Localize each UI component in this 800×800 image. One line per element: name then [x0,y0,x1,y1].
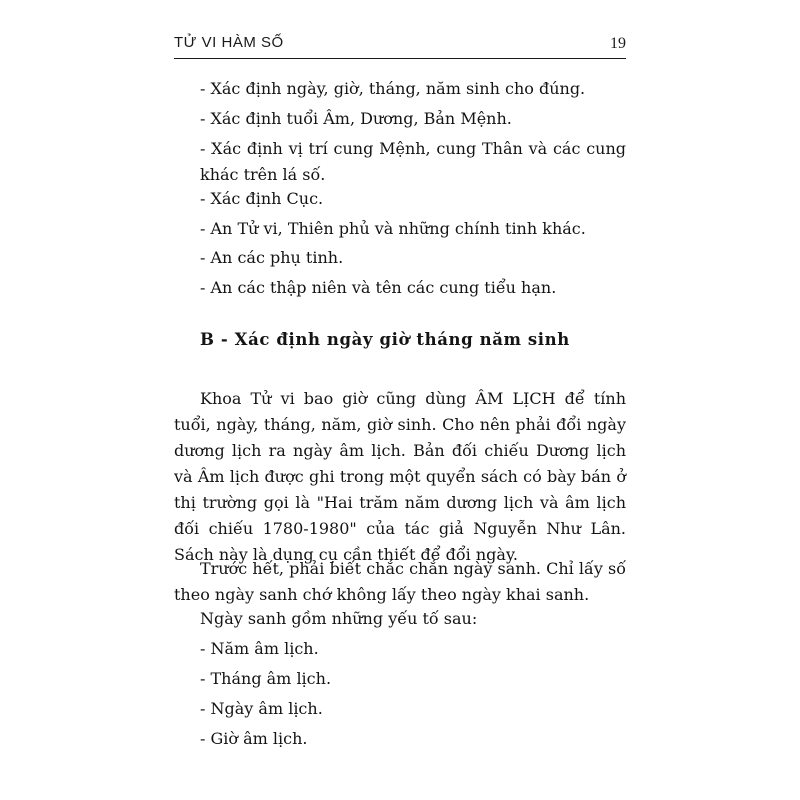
list-item: - Xác định tuổi Âm, Dương, Bản Mệnh. [200,109,512,128]
list-item: - An Tử vi, Thiên phủ và những chính tinh khác. [200,219,586,238]
paragraph-text: Khoa Tử vi bao giờ cũng dùng ÂM LỊCH để tính tuổi, ngày, tháng, năm, giờ sinh. Cho nên phải đổi ngày dương lịch ra ngày âm lịch. Bản đối chiếu Dương lịch và Âm lịch được ghi trong một quyển sách có bày bán ở thị trường gọi là "Hai trăm năm dương lịch và âm lịch đối chiếu 1780-1980" của tác giả Nguyễn Như Lân. Sách này là dụng cụ cần thiết để đổi ngày. [174,389,626,564]
list-item: - Xác định ngày, giờ, tháng, năm sinh cho đúng. [200,79,586,98]
paragraph [174,386,626,568]
list-item [200,136,626,188]
paragraph-text: Trước hết, phải biết chắc chắn ngày sanh. Chỉ lấy số theo ngày sanh chớ không lấy theo ngày khai sanh. [174,559,626,604]
list-item: - An các thập niên và tên các cung tiểu hạn. [200,278,557,297]
list-item-text: - Xác định vị trí cung Mệnh, cung Thân và các cung khác trên lá số. [200,139,626,184]
paragraph: Ngày sanh gồm những yếu tố sau: [200,609,478,628]
list-item: - An các phụ tinh. [200,248,344,267]
list-item: - Năm âm lịch. [200,639,319,658]
page-number: 19 [610,35,626,52]
list-item: - Ngày âm lịch. [200,699,323,718]
header-rule [174,58,626,59]
paragraph [174,556,626,608]
running-title: TỬ VI HÀM SỐ [174,34,284,51]
list-item: - Tháng âm lịch. [200,669,332,688]
section-heading: B - Xác định ngày giờ tháng năm sinh [200,330,570,349]
list-item: - Giờ âm lịch. [200,729,308,748]
list-item: - Xác định Cục. [200,189,324,208]
page-header [174,34,626,60]
